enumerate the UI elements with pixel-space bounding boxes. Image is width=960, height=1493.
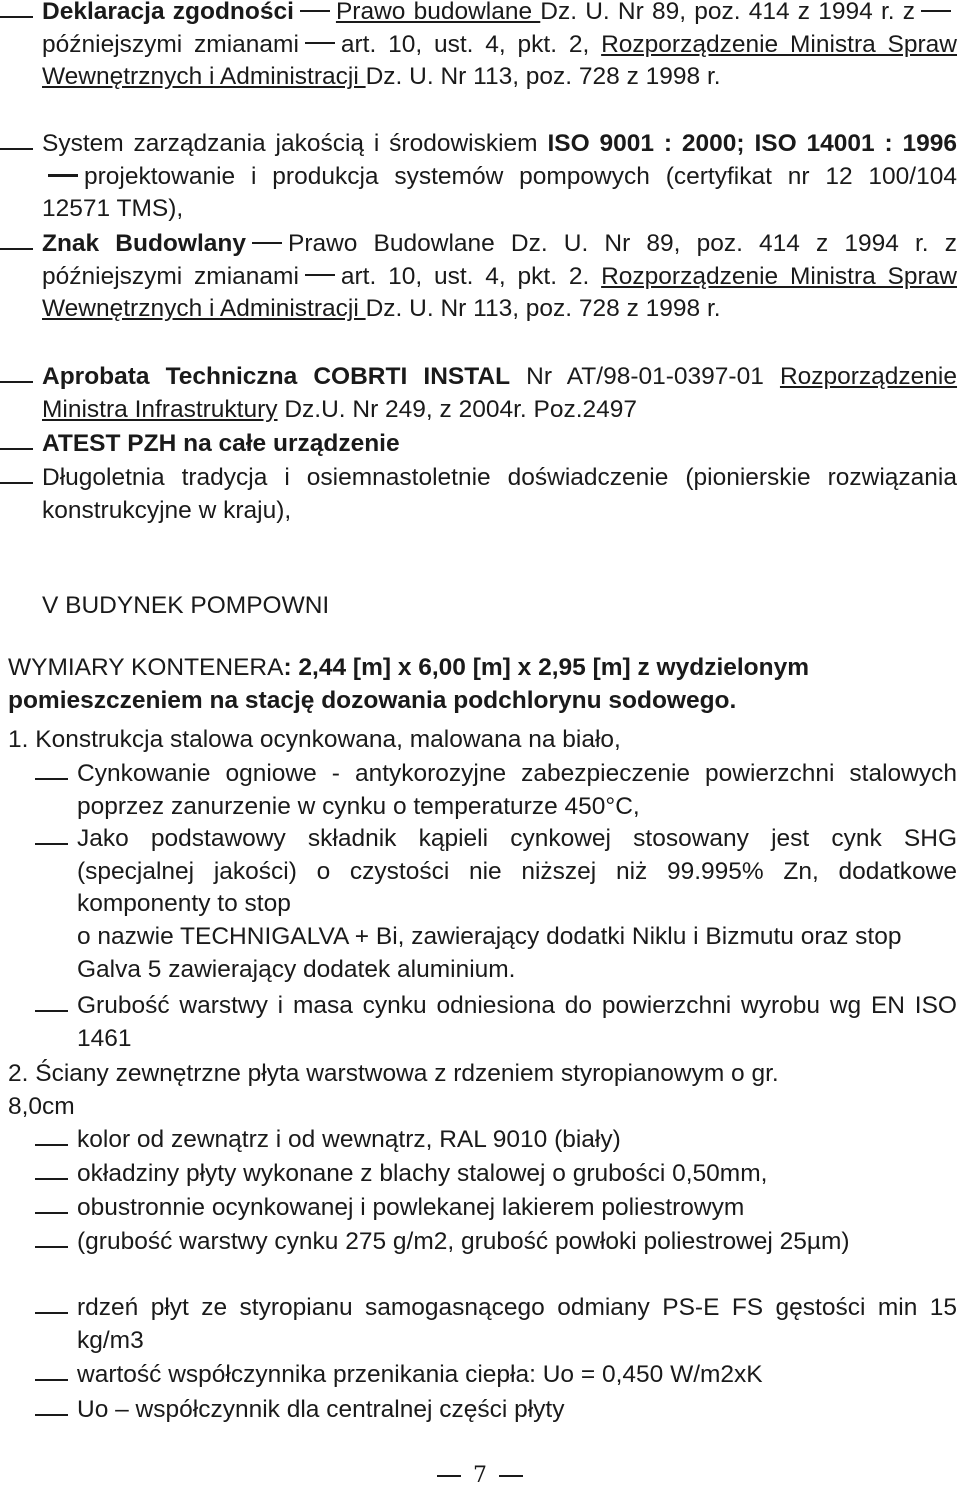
list-item-text: Cynkowanie ogniowe - antykorozyjne zabezpieczenie powierzchni stalowych poprzez zanurzenie w cynku o temperaturze 450°C,: [77, 760, 957, 820]
dash: [252, 242, 282, 244]
iso-standard: ISO 9001 : 2000; ISO 14001 : 1996: [547, 130, 958, 157]
dash-bullet: [0, 448, 33, 450]
law-text: Dz. U. Nr 113, poz. 728 z 1998 r.: [365, 63, 721, 91]
item-text: Długoletnia tradycja i osiemnastoletnie doświadczenie (pionierskie rozwiązania konstrukcyjne w kraju),: [42, 464, 957, 524]
dash-bullet: [0, 16, 33, 18]
dash: [305, 274, 335, 276]
law-reference: Prawo budowlane: [335, 0, 541, 25]
page-number: 7: [473, 1463, 487, 1488]
dimensions-label: WYMIARY KONTENERA: [8, 654, 284, 681]
dash-bullet: [0, 482, 33, 484]
dimensions-value: : 2,44 [m] x 6,00 [m] x 2,95 [m] z wydzielonym pomieszczeniem na stację dozowania podchlorynu sodowego.: [8, 654, 810, 714]
dash: [305, 42, 335, 44]
dash-bullet: [35, 1379, 68, 1381]
dash-bullet: [35, 843, 68, 845]
page-number-footer: [0, 1460, 960, 1493]
list-item-text: Jako podstawowy składnik kąpieli cynkowej stosowany jest cynk SHG (specjalnej jakości) o czystości nie niższej niż 99.995% Zn, dodatkowe komponenty to stop: [77, 825, 957, 918]
law-text: Dz.U. Nr 249, z 2004r. Poz.2497: [284, 395, 638, 423]
item-text: projektowanie i produkcja systemów pompowych (certyfikat nr 12 100/104 12571 TMS),: [42, 162, 957, 223]
point-title: 1. Konstrukcja stalowa ocynkowana, malowana na biało,: [8, 726, 621, 753]
point-title: 2. Ściany zewnętrzne płyta warstwowa z rdzeniem styropianowym o gr.: [8, 1060, 779, 1087]
list-item-text: o nazwie TECHNIGALVA + Bi, zawierający dodatki Niklu i Bizmutu oraz stop Galva 5 zawierający dodatek aluminium.: [77, 923, 902, 983]
dash-bullet: [0, 248, 33, 250]
list-item-text: [42, 128, 957, 226]
list-item-text: (grubość warstwy cynku 275 g/m2, grubość powłoki poliestrowej 25µm): [77, 1228, 850, 1255]
list-item-text: kolor od zewnątrz i od wewnątrz, RAL 9010 (biały): [77, 1126, 621, 1153]
list-item-text: rdzeń płyt ze styropianu samogasnącego odmiany PS-E FS gęstości min 15 kg/m3: [77, 1294, 957, 1354]
dash-bullet: [35, 1178, 68, 1180]
dash-bullet: [0, 148, 33, 150]
dash: [437, 1475, 461, 1477]
list-item-text: [42, 428, 957, 461]
section-heading: V BUDYNEK POMPOWNI: [42, 592, 330, 619]
dash-bullet: [35, 778, 68, 780]
list-item-text: wartość współczynnika przenikania ciepła: Uo = 0,450 W/m2xK: [77, 1361, 763, 1388]
regulation-link: Rozporządzenie Ministra Infrastruktury: [42, 363, 958, 423]
cert-title: ATEST PZH na całe urządzenie: [42, 430, 400, 457]
cert-title: Deklaracja zgodności: [42, 0, 294, 25]
law-text: art. 10, ust. 4, pkt. 2.: [340, 262, 590, 290]
dash: [300, 10, 330, 12]
law-text: Dz. U. Nr 113, poz. 728 z 1998 r.: [365, 295, 721, 323]
list-item-text: okładziny płyty wykonane z blachy stalowej o grubości 0,50mm,: [77, 1160, 768, 1187]
cert-title: Aprobata Techniczna COBRTI INSTAL: [42, 363, 511, 390]
law-text: Dz. U. Nr 89, poz. 414 z 1994 r. z: [540, 0, 916, 25]
list-item-text: [42, 228, 957, 326]
dash-bullet: [35, 1010, 68, 1012]
list-item-text: [42, 0, 957, 94]
law-text: Prawo Budowlane Dz. U. Nr 89, poz. 414 z 1994 r. z późniejszymi zmianami: [42, 230, 957, 290]
item-text: System zarządzania jakością i środowiskiem: [42, 130, 538, 157]
cert-title: Znak Budowlany: [42, 230, 246, 257]
list-item-text: [42, 361, 957, 426]
law-text: późniejszymi zmianami: [42, 30, 299, 58]
dash: [499, 1475, 523, 1477]
dash-bullet: [0, 381, 33, 383]
dash-bullet: [35, 1212, 68, 1214]
container-dimensions: [8, 652, 958, 717]
dash: [921, 10, 951, 12]
regulation-link: Rozporządzenie Ministra Spraw Wewnętrznych i Administracji: [42, 262, 957, 323]
regulation-link: Rozporządzenie Ministra Spraw Wewnętrznych i Administracji: [42, 30, 957, 91]
list-item-text: [42, 462, 957, 527]
point-title-continuation: 8,0cm: [8, 1093, 75, 1120]
dash-bullet: [35, 1144, 68, 1146]
list-item-text: obustronnie ocynkowanej i powlekanej lakierem poliestrowym: [77, 1194, 745, 1221]
dash-bullet: [35, 1312, 68, 1314]
dash: [48, 174, 78, 177]
list-item-text: Grubość warstwy i masa cynku odniesiona do powierzchni wyrobu wg EN ISO 1461: [77, 992, 957, 1052]
approval-number: Nr AT/98-01-0397-01: [526, 363, 764, 390]
dash-bullet: [35, 1414, 68, 1416]
law-text: art. 10, ust. 4, pkt. 2,: [340, 30, 590, 58]
dash-bullet: [35, 1246, 68, 1248]
list-item-text: Uo – współczynnik dla centralnej części płyty: [77, 1396, 565, 1423]
